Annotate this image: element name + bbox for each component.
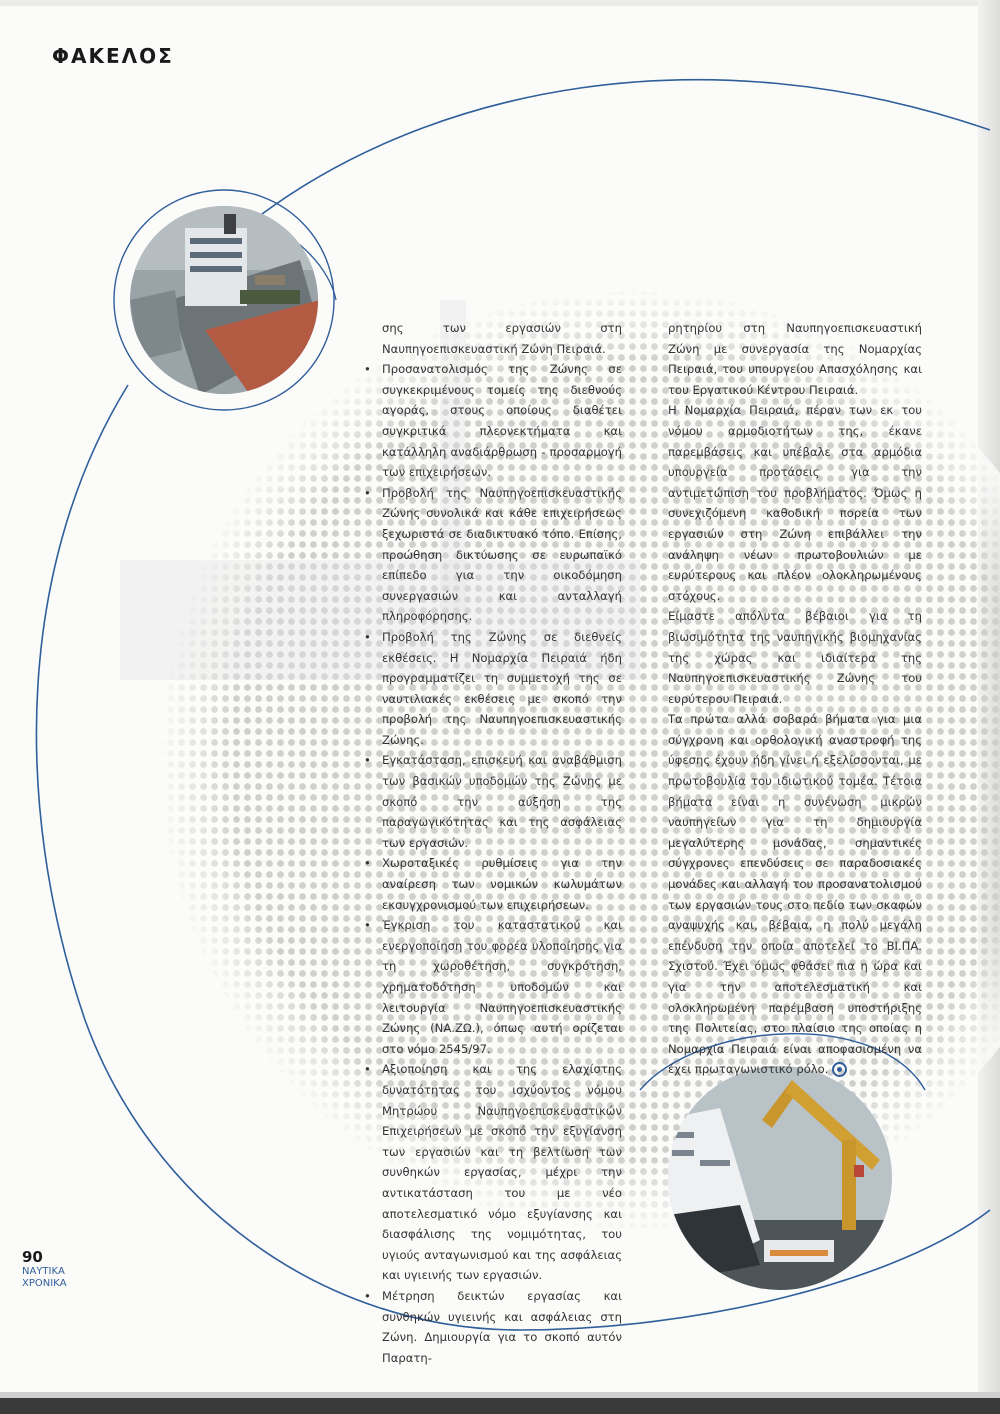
magazine-name-line1: ΝΑΥΤΙΚΑ	[22, 1266, 65, 1277]
bullet-icon: •	[364, 485, 371, 500]
list-item: • Εγκατάσταση, επισκευή και αναβάθμιση των βασικών υποδομών της Ζώνης με σκοπό την αύξηση της παραγωγικότητας και της ασφάλειας των εργασιών.	[360, 750, 622, 853]
page-folio	[22, 1248, 82, 1290]
list-item: • Προσανατολισμός της Ζώνης σε συγκεκριμένους τομείς της διεθνούς αγοράς, στους οποίους διαθέτει συγκριτικά πλεονεκτήματα και κατάλληλη αναδιάρθρωση - προσαρμογή των επιχειρήσεων.	[360, 359, 622, 483]
list-item: • Προβολή της Ναυπηγοεπισκευαστικής Ζώνης συνολικά και κάθε επιχειρήσεως ξεχωριστά σε διαδικτυακό τόπο. Επίσης, προώθηση δικτύωσης σε ευρωπαϊκό επίπεδο για την οικοδόμηση συνεργασιών και ανταλλαγή πληροφόρησης.	[360, 483, 622, 627]
end-of-article-icon	[832, 1062, 847, 1077]
ship-deck-photo	[120, 200, 330, 400]
bullet-icon: •	[364, 856, 371, 871]
bullet-icon: •	[364, 362, 371, 377]
scan-bottom-edge	[0, 1398, 1000, 1414]
bullet-icon: •	[364, 753, 371, 768]
list-item: • Χωροταξικές ρυθμίσεις για την αναίρεση των νομικών κωλυμάτων εκσυγχρονισμού των επιχειρήσεων.	[360, 853, 622, 915]
bullet-icon: •	[364, 1062, 371, 1077]
list-item: • Μέτρηση δεικτών εργασίας και συνθηκών υγιεινής και ασφάλειας στη Ζώνη. Δημιουργία για το σκοπό αυτόν Παρατη-	[360, 1286, 622, 1368]
left-column-lead: σης των εργασιών στη Ναυπηγοεπισκευαστική Ζώνη Πειραιά.	[382, 321, 622, 356]
left-text-column	[360, 318, 622, 1368]
right-paragraph: Τα πρώτα αλλά σοβαρά βήματα για μια σύγχρονη και ορθολογική αναστροφή της ύφεσης έχουν ήδη γίνει ή εξελίσσονται, με πρωτοβουλία του ιδιωτικού τομέα. Τέτοια βήματα είναι η συνένωση μικρών ναυπηγείων για τη δημιουργία μεγαλύτερης μονάδας, σημαντικές σύγχρονες επενδύσεις σε παραδοσιακές μονάδες και αλλαγή του προσανατολισμού των εργασιών τους στο πεδίο των σκαφών αναψυχής και, βέβαια, η πολύ μεγάλη επένδυση την οποία αποτελεί το ΒΙ.ΠΑ. Σχιστού. Έχει όμως φθάσει πια η ώρα και για την αποτελεσματική και ολοκληρωμένη παρέμβαση υποστήριξης της Πολιτείας, στο πλαίσιο της οποίας η Νομαρχία Πειραιά είναι αποφασισμένη να έχει πρωταγωνιστικό ρόλο.	[668, 712, 922, 1077]
right-paragraph: Η Νομαρχία Πειραιά, πέραν των εκ του νόμου αρμοδιοτήτων της, έκανε παρεμβάσεις και υπέβαλε στα αρμόδια υπουργεία προτάσεις για την αντιμετώπιση του προβλήματος. Όμως η συνεχιζόμενη καθοδική πορεία των εργασιών στη Ζώνη επιβάλλει την ανάληψη νέων πρωτοβουλιών με ευρύτερους και πλέον ολοκληρωμένους στόχους.	[668, 403, 922, 603]
section-label: ΦΑΚΕΛΟΣ	[52, 44, 174, 68]
bullet-icon: •	[364, 629, 371, 644]
list-item: • Αξιοποίηση και της ελαχίστης δυνατότητας του ισχύοντος νόμου Μητρώου Ναυπηγοεπισκευαστικών Επιχειρήσεων με σκοπό την εξυγίανση των εργασιών και τη βελτίωση των συνθηκών εργασίας, μέχρι την αντικατάσταση του με νέο αποτελεσματικό νόμο εξυγίανσης και διασφάλισης της νομιμότητας, του υγιούς ανταγωνισμού και της ασφάλειας και υγιεινής των εργασιών.	[360, 1059, 622, 1286]
bullet-icon: •	[364, 1288, 371, 1303]
list-item: • Προβολή της Ζώνης σε διεθνείς εκθέσεις. Η Νομαρχία Πειραιά ήδη προγραμματίζει τη συμμετοχή της σε ναυτιλιακές εκθέσεις με σκοπό την προβολή της Ναυπηγοεπισκευαστικής Ζώνης.	[360, 627, 622, 751]
magazine-name-line2: ΧΡΟΝΙΚΑ	[22, 1278, 67, 1289]
list-item: • Έγκριση του καταστατικού και ενεργοποίηση του φορέα υλοποίησης για τη χωροθέτηση, συγκρότηση, χρηματοδότηση υποδομών και λειτουργία Ναυπηγοεπισκευαστικής Ζώνης (ΝΑ.ΖΩ.), όπως αυτή ορίζεται στο νόμο 2545/97.	[360, 915, 622, 1059]
right-paragraph: ρητηρίου στη Ναυπηγοεπισκευαστική Ζώνη με συνεργασία της Νομαρχίας Πειραιά, του υπουργείου Απασχόλησης και του Εργατικού Κέντρου Πειραιά.	[668, 321, 922, 397]
right-text-column	[668, 318, 922, 1080]
right-paragraph: Είμαστε απόλυτα βέβαιοι για τη βιωσιμότητα της ναυπηγικής βιομηχανίας της χώρας και ιδιαίτερα της Ναυπηγοεπισκευαστικής Ζώνης του ευρύτερου Πειραιά.	[668, 609, 922, 706]
bullet-icon: •	[364, 918, 371, 933]
page-number: 90	[22, 1248, 43, 1266]
left-column-list	[360, 359, 622, 1368]
